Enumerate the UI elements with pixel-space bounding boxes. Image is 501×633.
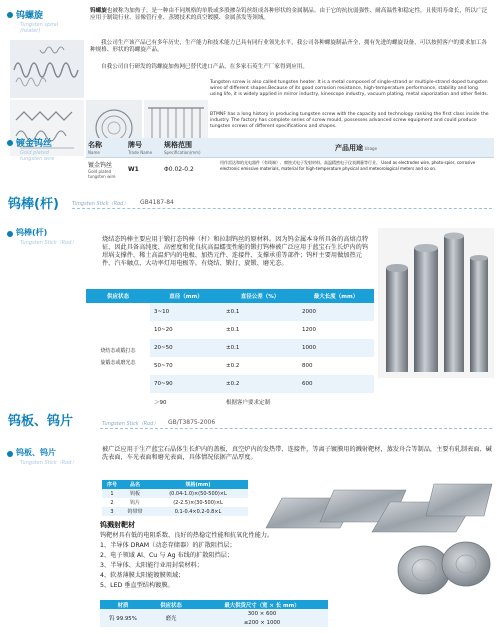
- target-intro: 钨靶材具有低的电阻系数、良好的热稳定性能和抗氧化性能力。: [100, 532, 274, 539]
- cell-index: 1: [110, 490, 114, 497]
- table-row: [86, 158, 494, 182]
- col-max-length: 最大长度（mm）: [313, 294, 359, 300]
- state-swaged: 旋锻态或磨光态: [100, 360, 136, 366]
- cell-product: 钨带带: [127, 509, 143, 515]
- table-header-row: [102, 480, 248, 489]
- cell-name-en-2: tungsten wire: [88, 174, 116, 179]
- col-name: 名称: [88, 141, 102, 149]
- state-sintered: 烧结态或锻打态: [100, 348, 136, 354]
- cell-max-size-2: ≤200 × 1000: [243, 619, 281, 626]
- col-index: 序号: [106, 482, 117, 488]
- plate-section-title: 钨板、钨片: [8, 414, 74, 429]
- cell-diameter: 70~90: [154, 381, 173, 387]
- col-use-en: Usage: [364, 145, 378, 151]
- cell-max-length: 2000: [302, 309, 316, 315]
- table-header-row: [86, 138, 494, 158]
- target-item-1: 1、半导体 DRAM（动态存储器）的扩散阻挡层；: [100, 542, 236, 549]
- cell-use-cn: 用作雷达和的光电器件（有线端）、腐蚀式电子发射材料、高温精密电子仪表测量等行业。: [220, 160, 380, 165]
- table-row: [100, 609, 328, 618]
- table-header-row: [86, 289, 374, 303]
- target-item-5: 5、LED 垂直型结构镀膜。: [100, 582, 174, 589]
- plate-paragraph: 被广泛应用于生产蓝宝石晶体生长炉内的盖板，真空炉内的发热带、连接件，等离子镀膜用的溅射靶材，蒸发舟合等制品，主要有轧制表面、碱洗表面，车光表面和磨光表面，具体情况依据产品厚度。: [102, 446, 492, 461]
- col-state: 供应状态: [106, 294, 129, 300]
- table-row: [102, 498, 248, 507]
- cell-use-en: Used as electrodes wire, photo-spier, corrosive electronic emissive materials, material for high-temperature physical and meteorological meters and so on.: [220, 160, 476, 171]
- cell-diameter: 50~70: [154, 363, 173, 369]
- cell-tolerance: ±0.2: [226, 381, 240, 387]
- cell-index: 2: [110, 499, 114, 506]
- cell-max-length: 600: [302, 381, 313, 387]
- target-table: [100, 600, 328, 627]
- table-header-row: [100, 600, 328, 609]
- cell-index: 3: [110, 508, 114, 515]
- target-image: [394, 536, 494, 598]
- cell-spec: 0.1-0.4×0.2-0.8×L: [174, 508, 222, 515]
- plate-bullet-subtitle: Tungsten Stick（Rod）: [20, 460, 77, 466]
- divider: [100, 428, 492, 429]
- col-use: 产品用途: [334, 143, 363, 152]
- plate-table: [102, 480, 248, 516]
- cell-custom: 根据客户要求定制: [226, 400, 271, 406]
- gold-wire-subtitle: Gold plated: [20, 150, 49, 156]
- cell-diameter: 3~10: [154, 309, 170, 315]
- col-spec-en: Specification(mm): [164, 150, 201, 155]
- target-title: 钨溅射靶材: [100, 521, 135, 529]
- spiral-paragraph-cn-2: 我公司生产该产品已有多年历史，生产能力和技术能力已具有同行业领先水平，我公司各种螺旋制品齐全，拥有先进的螺旋设备，可以按照客户的要求加工各种规格、形状的钨螺旋产品。: [90, 40, 487, 54]
- cell-spec: (0.04-1.0)×(50-500)×L: [169, 490, 227, 497]
- rod-paragraph: 烧结态钨棒主要应用于锻打态钨棒（杆）和拉制钨丝的原材料。因为钨金属本身所具备的高熔点特征，因此具备高纯度、高密度和优良抗高温蠕变性能的锻打钨棒被广泛应用于蓝宝石生长炉内的钨坩埚支撑件、稀土高温炉内的电极、加热元件、连接件、支撑承重等部件；钨杆主要用做加热元件、汽车触点、大功率灯用电极等。有烧结、锻打、旋锻、磨光态。: [102, 236, 369, 267]
- rod-image: [378, 228, 494, 378]
- spiral-paragraph-en-2: BTMNF has a long history in producing tungsten screw with the capacity and technology ranking the first class inside the industry. The factory has complete series of screw mould, possesses advanced screw equipment and could produce tungsten screws of different specifications and shapes.: [210, 112, 489, 130]
- col-mark: 牌号: [128, 141, 142, 149]
- spiral-image-1: [10, 40, 84, 98]
- cell-diameter: 20~50: [154, 345, 173, 351]
- col-tolerance: 直径公差（%）: [240, 294, 280, 300]
- col-supply-state: 供应状态: [160, 602, 182, 609]
- cell-spec: Φ0.02-0.2: [164, 166, 194, 173]
- cell-mark: W1: [128, 166, 139, 173]
- col-name-en: Name: [88, 150, 100, 155]
- table-row: [86, 303, 374, 321]
- plate-image: [260, 476, 494, 538]
- col-product: 品名: [129, 482, 140, 488]
- rod-bullet-subtitle: Tungsten Stick（Rod）: [20, 240, 77, 246]
- plate-section-subtitle: Tungsten Stick（Rod）: [102, 421, 159, 427]
- col-material: 材质: [117, 602, 129, 609]
- table-row: [102, 507, 248, 516]
- target-item-2: 2、电子领域 Al、Cu 与 Ag 布线的扩散阻挡层；: [100, 552, 234, 559]
- spiral-text-1: 也被称为加热子，是一种由不同规格的单股或多股掺杂钨丝组成各种形状的金属制品。由于它的抗抗弱强性、耐高温性和稳定性，且使用寿命长，所以广泛应用于制镜行业、显像管行业、蒸镀技术的真空镀膜、金属蒸发等领域。: [90, 8, 488, 22]
- rod-bullet-title: 钨棒(杆): [16, 228, 48, 237]
- bullet-icon: [7, 451, 13, 457]
- cell-max-size: 300 × 600: [247, 610, 277, 617]
- spiral-subtitle-2: (heater): [20, 28, 41, 34]
- table-row: [102, 489, 248, 498]
- col-spec: 规格(mm): [185, 482, 211, 488]
- gold-wire-table: [86, 138, 494, 181]
- gold-wire-subtitle-2: tungsten wire: [20, 156, 55, 162]
- cell-max-length: 1200: [302, 327, 316, 333]
- cell-name-en: Gold plated: [88, 169, 112, 174]
- plate-bullet-title: 钨板、钨片: [16, 448, 56, 457]
- target-item-4: 4、软基薄膜太阳能镀膜领域；: [100, 572, 185, 579]
- spiral-paragraph-cn: [90, 8, 488, 23]
- cell-tolerance: ±0.1: [226, 345, 240, 351]
- col-spec: 规格范围: [164, 141, 192, 149]
- cell-supply-state: 磨光: [165, 616, 177, 622]
- rod-section-title: 钨棒(杆): [8, 197, 59, 212]
- cell-product: 钨板: [129, 491, 140, 497]
- spiral-paragraph-en-1: Tungsten screw is also called tungsten heater. It is a metal composed of single-strand or multiple-strand doped tungsten wires of different shapes.Because of its good corrosion resistance, high-temperature performance, stability and long using life, it is widely applied in mirror industry, kinescope industry, vacuum plating, metal vaporization and other fields.: [210, 80, 489, 98]
- spiral-title: 钨螺旋: [16, 11, 44, 21]
- section-gold-wire: [0, 128, 501, 192]
- col-mark-en: Trade Name: [128, 150, 153, 155]
- divider: [72, 208, 492, 209]
- cell-max-length: 1000: [302, 345, 316, 351]
- cell-tolerance: ±0.2: [226, 363, 240, 369]
- rod-table: [86, 289, 374, 411]
- cell-tolerance: ±0.1: [226, 309, 240, 315]
- gold-wire-title: 镀金钨丝: [16, 139, 53, 149]
- rod-section-subtitle: Tungsten Stick（Rod）: [72, 201, 129, 207]
- col-max-size: 最大供货尺寸（宽 × 长 mm）: [224, 602, 300, 609]
- target-item-3: 3、半导体、太阳能行业用封装材料；: [100, 562, 203, 569]
- bullet-icon: [7, 140, 13, 146]
- bullet-icon: [7, 231, 13, 237]
- cell-name: 镀金钨丝: [88, 162, 113, 169]
- cell-tolerance: ±0.1: [226, 327, 240, 333]
- spiral-lead: 钨螺旋: [90, 8, 107, 14]
- cell-diameter: ＞90: [154, 400, 167, 406]
- cell-diameter: 10~20: [154, 327, 173, 333]
- cell-material: 钨 99.95%: [109, 616, 137, 622]
- cell-product: 钨片: [129, 500, 140, 506]
- cell-spec: (2-2.5)×(30-500)×L: [173, 499, 223, 506]
- bullet-icon: [7, 12, 13, 18]
- cell-max-length: 800: [302, 363, 313, 369]
- col-diameter: 直径（mm）: [169, 294, 203, 300]
- spiral-paragraph-cn-3: 自我公司自行研发的钨螺旋加热网已替代进口产品，在多家石英生产厂家得到应用。: [101, 64, 308, 70]
- rod-standard: GB4187-84: [140, 199, 174, 206]
- plate-standard: GB/T3875-2006: [168, 419, 216, 426]
- spiral-subtitle: Tungsten spiral: [20, 22, 59, 28]
